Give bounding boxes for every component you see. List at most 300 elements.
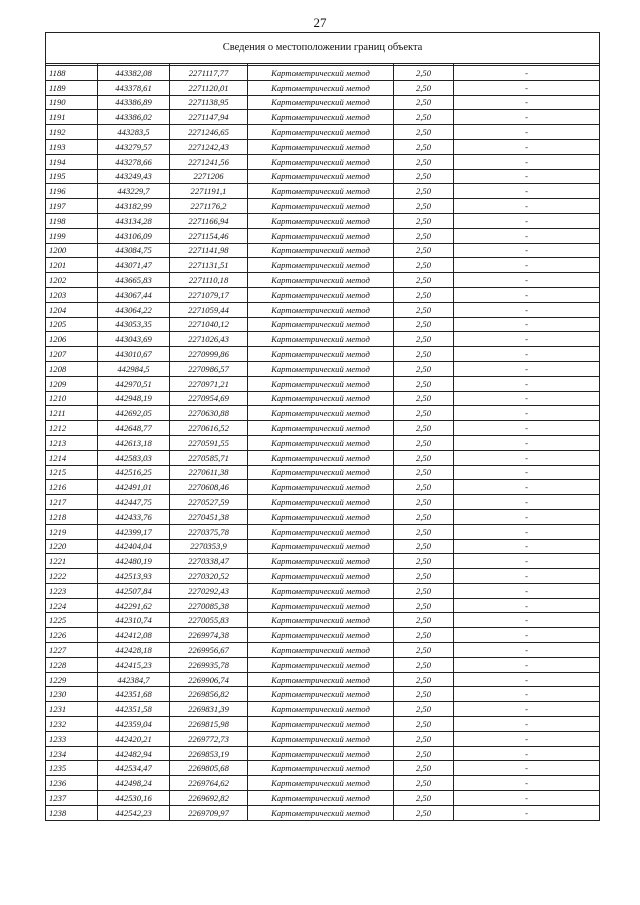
coordinate-x: 442433,76	[98, 509, 170, 524]
precision-cell: 2,50	[394, 761, 454, 776]
precision-cell: 2,50	[394, 613, 454, 628]
table-row	[46, 657, 600, 672]
description-cell: -	[454, 421, 600, 436]
precision-cell: 2,50	[394, 672, 454, 687]
table-row	[46, 95, 600, 110]
table-row	[46, 391, 600, 406]
coordinate-y: 2269692,82	[170, 791, 248, 806]
table-row	[46, 110, 600, 125]
description-cell: -	[454, 569, 600, 584]
method-cell: Картометрический метод	[248, 169, 394, 184]
coordinate-x: 443010,67	[98, 347, 170, 362]
precision-cell: 2,50	[394, 273, 454, 288]
method-cell: Картометрический метод	[248, 465, 394, 480]
method-cell: Картометрический метод	[248, 495, 394, 510]
description-cell: -	[454, 717, 600, 732]
coordinate-x: 443134,28	[98, 213, 170, 228]
precision-cell: 2,50	[394, 702, 454, 717]
coordinate-y: 2271059,44	[170, 302, 248, 317]
table-row	[46, 746, 600, 761]
table-row	[46, 643, 600, 658]
coordinate-y: 2271131,51	[170, 258, 248, 273]
point-number: 1212	[46, 421, 98, 436]
point-number: 1190	[46, 95, 98, 110]
method-cell: Картометрический метод	[248, 731, 394, 746]
point-number: 1227	[46, 643, 98, 658]
coordinate-y: 2270608,46	[170, 480, 248, 495]
point-number: 1229	[46, 672, 98, 687]
coordinate-x: 443182,99	[98, 199, 170, 214]
coordinate-x: 442291,62	[98, 598, 170, 613]
coordinate-y: 2271242,43	[170, 139, 248, 154]
coordinate-y: 2271206	[170, 169, 248, 184]
description-cell: -	[454, 376, 600, 391]
table-row	[46, 776, 600, 791]
method-cell: Картометрический метод	[248, 273, 394, 288]
coordinate-x: 443067,44	[98, 287, 170, 302]
method-cell: Картометрический метод	[248, 776, 394, 791]
coordinate-x: 442491,01	[98, 480, 170, 495]
precision-cell: 2,50	[394, 598, 454, 613]
description-cell: -	[454, 347, 600, 362]
description-cell: -	[454, 302, 600, 317]
coordinate-y: 2271166,94	[170, 213, 248, 228]
table-row	[46, 435, 600, 450]
coordinate-y: 2269831,39	[170, 702, 248, 717]
point-number: 1188	[46, 66, 98, 81]
description-cell: -	[454, 495, 600, 510]
method-cell: Картометрический метод	[248, 139, 394, 154]
description-cell: -	[454, 776, 600, 791]
coordinate-y: 2271120,01	[170, 80, 248, 95]
table-row	[46, 509, 600, 524]
table-row	[46, 406, 600, 421]
precision-cell: 2,50	[394, 643, 454, 658]
point-number: 1209	[46, 376, 98, 391]
coordinate-y: 2271026,43	[170, 332, 248, 347]
point-number: 1211	[46, 406, 98, 421]
coordinate-x: 442583,03	[98, 450, 170, 465]
method-cell: Картометрический метод	[248, 791, 394, 806]
precision-cell: 2,50	[394, 110, 454, 125]
description-cell: -	[454, 643, 600, 658]
point-number: 1228	[46, 657, 98, 672]
table-row	[46, 199, 600, 214]
description-cell: -	[454, 613, 600, 628]
point-number: 1208	[46, 361, 98, 376]
point-number: 1199	[46, 228, 98, 243]
table-row	[46, 524, 600, 539]
method-cell: Картометрический метод	[248, 583, 394, 598]
table-row	[46, 154, 600, 169]
coordinate-y: 2271147,94	[170, 110, 248, 125]
precision-cell: 2,50	[394, 480, 454, 495]
coordinate-x: 442948,19	[98, 391, 170, 406]
precision-cell: 2,50	[394, 731, 454, 746]
table-row	[46, 258, 600, 273]
coordinate-y: 2270986,57	[170, 361, 248, 376]
method-cell: Картометрический метод	[248, 672, 394, 687]
coordinate-x: 442530,16	[98, 791, 170, 806]
table-row	[46, 376, 600, 391]
precision-cell: 2,50	[394, 169, 454, 184]
description-cell: -	[454, 761, 600, 776]
point-number: 1195	[46, 169, 98, 184]
coordinate-y: 2271117,77	[170, 66, 248, 81]
precision-cell: 2,50	[394, 539, 454, 554]
coordinate-x: 442482,94	[98, 746, 170, 761]
coordinate-y: 2271138,95	[170, 95, 248, 110]
method-cell: Картометрический метод	[248, 243, 394, 258]
precision-cell: 2,50	[394, 361, 454, 376]
point-number: 1201	[46, 258, 98, 273]
coordinate-x: 442984,5	[98, 361, 170, 376]
method-cell: Картометрический метод	[248, 376, 394, 391]
coordinate-x: 442420,21	[98, 731, 170, 746]
coordinate-y: 2270611,38	[170, 465, 248, 480]
coordinate-y: 2269853,19	[170, 746, 248, 761]
coordinate-y: 2270591,55	[170, 435, 248, 450]
method-cell: Картометрический метод	[248, 628, 394, 643]
coordinate-x: 442351,58	[98, 702, 170, 717]
precision-cell: 2,50	[394, 125, 454, 140]
method-cell: Картометрический метод	[248, 258, 394, 273]
precision-cell: 2,50	[394, 554, 454, 569]
point-number: 1236	[46, 776, 98, 791]
precision-cell: 2,50	[394, 243, 454, 258]
description-cell: -	[454, 554, 600, 569]
point-number: 1233	[46, 731, 98, 746]
description-cell: -	[454, 731, 600, 746]
precision-cell: 2,50	[394, 450, 454, 465]
method-cell: Картометрический метод	[248, 480, 394, 495]
description-cell: -	[454, 95, 600, 110]
method-cell: Картометрический метод	[248, 435, 394, 450]
description-cell: -	[454, 450, 600, 465]
precision-cell: 2,50	[394, 199, 454, 214]
coordinate-y: 2270085,38	[170, 598, 248, 613]
precision-cell: 2,50	[394, 139, 454, 154]
precision-cell: 2,50	[394, 391, 454, 406]
point-number: 1189	[46, 80, 98, 95]
coordinate-y: 2271191,1	[170, 184, 248, 199]
table-row	[46, 421, 600, 436]
table-row	[46, 702, 600, 717]
table-row	[46, 450, 600, 465]
point-number: 1198	[46, 213, 98, 228]
precision-cell: 2,50	[394, 95, 454, 110]
table-row	[46, 213, 600, 228]
coordinate-y: 2270375,78	[170, 524, 248, 539]
coordinate-y: 2269709,97	[170, 805, 248, 820]
point-number: 1216	[46, 480, 98, 495]
precision-cell: 2,50	[394, 80, 454, 95]
coordinate-x: 442516,25	[98, 465, 170, 480]
table-row	[46, 243, 600, 258]
table-row	[46, 805, 600, 820]
method-cell: Картометрический метод	[248, 509, 394, 524]
description-cell: -	[454, 524, 600, 539]
method-cell: Картометрический метод	[248, 184, 394, 199]
coordinate-x: 443249,43	[98, 169, 170, 184]
coordinate-x: 442513,93	[98, 569, 170, 584]
point-number: 1226	[46, 628, 98, 643]
precision-cell: 2,50	[394, 228, 454, 243]
description-cell: -	[454, 154, 600, 169]
point-number: 1194	[46, 154, 98, 169]
description-cell: -	[454, 361, 600, 376]
table-row	[46, 228, 600, 243]
point-number: 1193	[46, 139, 98, 154]
table-row	[46, 332, 600, 347]
point-number: 1215	[46, 465, 98, 480]
precision-cell: 2,50	[394, 66, 454, 81]
coordinate-y: 2271040,12	[170, 317, 248, 332]
table-row	[46, 317, 600, 332]
description-cell: -	[454, 391, 600, 406]
method-cell: Картометрический метод	[248, 805, 394, 820]
coordinate-y: 2270954,69	[170, 391, 248, 406]
coordinate-x: 442498,24	[98, 776, 170, 791]
precision-cell: 2,50	[394, 465, 454, 480]
description-cell: -	[454, 465, 600, 480]
coordinate-x: 443283,5	[98, 125, 170, 140]
table-row	[46, 731, 600, 746]
description-cell: -	[454, 273, 600, 288]
coordinate-y: 2271246,65	[170, 125, 248, 140]
table-row	[46, 687, 600, 702]
description-cell: -	[454, 110, 600, 125]
coordinate-y: 2271241,56	[170, 154, 248, 169]
point-number: 1223	[46, 583, 98, 598]
precision-cell: 2,50	[394, 347, 454, 362]
table-row	[46, 302, 600, 317]
description-cell: -	[454, 213, 600, 228]
coordinate-y: 2270971,21	[170, 376, 248, 391]
method-cell: Картометрический метод	[248, 317, 394, 332]
method-cell: Картометрический метод	[248, 761, 394, 776]
coordinate-x: 442447,75	[98, 495, 170, 510]
point-number: 1235	[46, 761, 98, 776]
point-number: 1234	[46, 746, 98, 761]
coordinate-y: 2270999,86	[170, 347, 248, 362]
point-number: 1200	[46, 243, 98, 258]
point-number: 1225	[46, 613, 98, 628]
description-cell: -	[454, 125, 600, 140]
coordinate-x: 442412,08	[98, 628, 170, 643]
point-number: 1237	[46, 791, 98, 806]
point-number: 1231	[46, 702, 98, 717]
point-number: 1192	[46, 125, 98, 140]
coordinate-y: 2270616,52	[170, 421, 248, 436]
table-row	[46, 628, 600, 643]
point-number: 1224	[46, 598, 98, 613]
point-number: 1238	[46, 805, 98, 820]
point-number: 1204	[46, 302, 98, 317]
method-cell: Картометрический метод	[248, 199, 394, 214]
point-number: 1218	[46, 509, 98, 524]
coordinate-x: 443382,08	[98, 66, 170, 81]
description-cell: -	[454, 539, 600, 554]
description-cell: -	[454, 228, 600, 243]
method-cell: Картометрический метод	[248, 569, 394, 584]
precision-cell: 2,50	[394, 583, 454, 598]
coordinate-x: 442310,74	[98, 613, 170, 628]
description-cell: -	[454, 258, 600, 273]
coordinate-x: 442480,19	[98, 554, 170, 569]
point-number: 1232	[46, 717, 98, 732]
point-number: 1219	[46, 524, 98, 539]
method-cell: Картометрический метод	[248, 421, 394, 436]
point-number: 1210	[46, 391, 98, 406]
description-cell: -	[454, 80, 600, 95]
method-cell: Картометрический метод	[248, 95, 394, 110]
method-cell: Картометрический метод	[248, 347, 394, 362]
point-number: 1202	[46, 273, 98, 288]
method-cell: Картометрический метод	[248, 524, 394, 539]
coordinate-y: 2270353,9	[170, 539, 248, 554]
precision-cell: 2,50	[394, 805, 454, 820]
method-cell: Картометрический метод	[248, 687, 394, 702]
method-cell: Картометрический метод	[248, 657, 394, 672]
method-cell: Картометрический метод	[248, 643, 394, 658]
precision-cell: 2,50	[394, 687, 454, 702]
precision-cell: 2,50	[394, 791, 454, 806]
precision-cell: 2,50	[394, 287, 454, 302]
table-row	[46, 125, 600, 140]
method-cell: Картометрический метод	[248, 66, 394, 81]
table-title-row	[46, 33, 600, 64]
point-number: 1220	[46, 539, 98, 554]
table-row	[46, 598, 600, 613]
point-number: 1197	[46, 199, 98, 214]
precision-cell: 2,50	[394, 213, 454, 228]
description-cell: -	[454, 672, 600, 687]
point-number: 1191	[46, 110, 98, 125]
description-cell: -	[454, 406, 600, 421]
coordinate-x: 442359,04	[98, 717, 170, 732]
precision-cell: 2,50	[394, 746, 454, 761]
description-cell: -	[454, 746, 600, 761]
point-number: 1213	[46, 435, 98, 450]
precision-cell: 2,50	[394, 302, 454, 317]
coordinate-x: 443071,47	[98, 258, 170, 273]
coordinate-x: 443665,83	[98, 273, 170, 288]
point-number: 1221	[46, 554, 98, 569]
description-cell: -	[454, 66, 600, 81]
precision-cell: 2,50	[394, 524, 454, 539]
coordinate-y: 2269974,38	[170, 628, 248, 643]
precision-cell: 2,50	[394, 406, 454, 421]
table-row	[46, 569, 600, 584]
description-cell: -	[454, 317, 600, 332]
table-row	[46, 672, 600, 687]
method-cell: Картометрический метод	[248, 702, 394, 717]
description-cell: -	[454, 657, 600, 672]
precision-cell: 2,50	[394, 258, 454, 273]
precision-cell: 2,50	[394, 717, 454, 732]
coordinate-x: 442428,18	[98, 643, 170, 658]
coordinate-x: 443278,66	[98, 154, 170, 169]
precision-cell: 2,50	[394, 657, 454, 672]
method-cell: Картометрический метод	[248, 717, 394, 732]
table-row	[46, 169, 600, 184]
description-cell: -	[454, 169, 600, 184]
method-cell: Картометрический метод	[248, 598, 394, 613]
coordinate-y: 2269805,68	[170, 761, 248, 776]
method-cell: Картометрический метод	[248, 110, 394, 125]
coordinate-x: 443386,02	[98, 110, 170, 125]
method-cell: Картометрический метод	[248, 302, 394, 317]
coordinate-x: 443106,09	[98, 228, 170, 243]
coordinate-x: 443084,75	[98, 243, 170, 258]
table-row	[46, 613, 600, 628]
table-title: Сведения о местоположении границ объекта	[46, 33, 600, 64]
precision-cell: 2,50	[394, 628, 454, 643]
coordinate-y: 2271079,17	[170, 287, 248, 302]
precision-cell: 2,50	[394, 509, 454, 524]
coordinate-y: 2271141,98	[170, 243, 248, 258]
coordinate-x: 442399,17	[98, 524, 170, 539]
description-cell: -	[454, 687, 600, 702]
table-row	[46, 554, 600, 569]
point-number: 1206	[46, 332, 98, 347]
coordinate-x: 442507,84	[98, 583, 170, 598]
method-cell: Картометрический метод	[248, 213, 394, 228]
method-cell: Картометрический метод	[248, 406, 394, 421]
point-number: 1230	[46, 687, 98, 702]
method-cell: Картометрический метод	[248, 746, 394, 761]
table-row	[46, 80, 600, 95]
description-cell: -	[454, 805, 600, 820]
coordinate-x: 442351,68	[98, 687, 170, 702]
method-cell: Картометрический метод	[248, 125, 394, 140]
description-cell: -	[454, 480, 600, 495]
precision-cell: 2,50	[394, 184, 454, 199]
coordinate-y: 2269856,82	[170, 687, 248, 702]
precision-cell: 2,50	[394, 317, 454, 332]
description-cell: -	[454, 435, 600, 450]
table-row	[46, 761, 600, 776]
coordinate-x: 442534,47	[98, 761, 170, 776]
method-cell: Картометрический метод	[248, 554, 394, 569]
coordinate-y: 2269935,78	[170, 657, 248, 672]
table-row	[46, 287, 600, 302]
table-row	[46, 361, 600, 376]
table-row	[46, 184, 600, 199]
table-row	[46, 495, 600, 510]
coordinate-y: 2271176,2	[170, 199, 248, 214]
description-cell: -	[454, 139, 600, 154]
table-row	[46, 717, 600, 732]
table-row	[46, 347, 600, 362]
method-cell: Картометрический метод	[248, 361, 394, 376]
precision-cell: 2,50	[394, 435, 454, 450]
table-row	[46, 465, 600, 480]
method-cell: Картометрический метод	[248, 391, 394, 406]
description-cell: -	[454, 791, 600, 806]
point-number: 1196	[46, 184, 98, 199]
coordinate-y: 2270055,83	[170, 613, 248, 628]
coordinate-y: 2271110,18	[170, 273, 248, 288]
coordinate-y: 2270451,38	[170, 509, 248, 524]
table-row	[46, 539, 600, 554]
coordinate-x: 443043,69	[98, 332, 170, 347]
description-cell: -	[454, 702, 600, 717]
coordinate-y: 2269772,73	[170, 731, 248, 746]
coordinate-y: 2270585,71	[170, 450, 248, 465]
table-row	[46, 273, 600, 288]
